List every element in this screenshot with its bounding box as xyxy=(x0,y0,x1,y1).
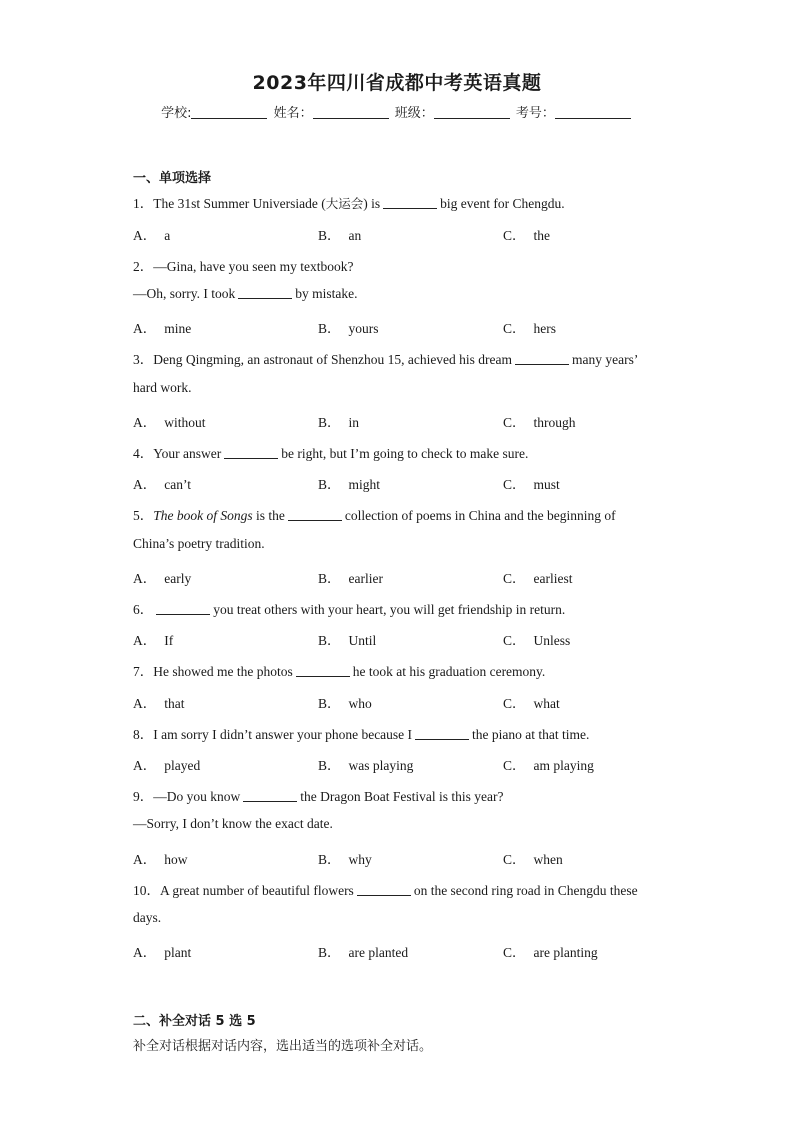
question-9-line-2: —Sorry, I don’t know the exact date. xyxy=(133,816,333,831)
q1-option-b: B． an xyxy=(318,228,362,243)
question-10-line-2: days. xyxy=(133,910,162,925)
question-2-line-2: —Oh, sorry. I took by mistake. xyxy=(133,286,358,301)
q7-option-a: A． that xyxy=(133,696,185,711)
q3-option-c: C． through xyxy=(503,415,576,430)
section-2-instructions: 补全对话根据对话内容，选出适当的选项补全对话。 xyxy=(133,1039,433,1054)
student-info-line xyxy=(0,102,794,121)
q6-option-c: C． Unless xyxy=(503,633,571,648)
q3-option-b: B． in xyxy=(318,415,360,430)
q8-option-c: C． am playing xyxy=(503,758,594,773)
q10-option-b: B． are planted xyxy=(318,945,409,960)
q2-option-b: B． yours xyxy=(318,321,379,336)
answer-blank xyxy=(238,286,292,299)
q10-option-c: C． are planting xyxy=(503,945,598,960)
q4-option-a: A． can’t xyxy=(133,477,191,492)
q8-option-a: A． played xyxy=(133,758,201,773)
q7-option-c: C． what xyxy=(503,696,560,711)
q5-option-c: C． earliest xyxy=(503,571,573,586)
question-8: 8．I am sorry I didn’t answer your phone because I the piano at that time. xyxy=(133,727,590,742)
class-label: 班级： xyxy=(394,106,434,121)
exam-no-label: 考号： xyxy=(515,106,555,121)
q1-option-a: A． a xyxy=(133,228,171,243)
question-3: 3．Deng Qingming, an astronaut of Shenzhou 15, achieved his dream many years’ xyxy=(133,352,639,367)
q5-option-a: A． early xyxy=(133,571,192,586)
q9-option-a: A． how xyxy=(133,852,188,867)
q8-option-b: B． was playing xyxy=(318,758,414,773)
school-blank xyxy=(191,105,267,119)
question-9: 9．—Do you know the Dragon Boat Festival is this year? xyxy=(133,789,504,804)
answer-blank xyxy=(515,352,569,365)
q5-option-b: B． earlier xyxy=(318,571,383,586)
exam-no-blank xyxy=(555,105,631,119)
question-7: 7．He showed me the photos he took at his graduation ceremony. xyxy=(133,664,546,679)
answer-blank xyxy=(288,508,342,521)
page-title: 2023年四川省成都中考英语真题 xyxy=(252,72,542,94)
q4-option-c: C． must xyxy=(503,477,560,492)
section-title-2: 二、补全对话 5 选 5 xyxy=(133,1014,256,1029)
section-title-1: 一、单项选择 xyxy=(133,171,212,186)
question-10: 10．A great number of beautiful flowers on the second ring road in Chengdu these xyxy=(133,883,638,898)
q9-option-c: C． when xyxy=(503,852,563,867)
answer-blank xyxy=(243,789,297,802)
q6-option-b: B． Until xyxy=(318,633,377,648)
question-5: 5．The book of Songs is the collection of poems in China and the beginning of xyxy=(133,508,616,523)
answer-blank xyxy=(415,727,469,740)
q7-option-b: B． who xyxy=(318,696,372,711)
question-6: 6． you treat others with your heart, you will get friendship in return. xyxy=(133,602,566,617)
q2-option-a: A． mine xyxy=(133,321,192,336)
q10-option-a: A． plant xyxy=(133,945,192,960)
q3-option-a: A． without xyxy=(133,415,206,430)
answer-blank xyxy=(296,664,350,677)
q6-option-a: A． If xyxy=(133,633,174,648)
question-1: 1．The 31st Summer Universiade (大运会) is big event for Chengdu. xyxy=(133,196,565,211)
question-2: 2．—Gina, have you seen my textbook? xyxy=(133,259,354,274)
school-label: 学校: xyxy=(161,106,192,121)
name-label: 姓名： xyxy=(273,106,313,121)
question-5-line-2: China’s poetry tradition. xyxy=(133,536,265,551)
answer-blank xyxy=(357,883,411,896)
q1-option-c: C． the xyxy=(503,228,551,243)
q9-option-b: B． why xyxy=(318,852,372,867)
question-3-line-2: hard work. xyxy=(133,380,192,395)
class-blank xyxy=(434,105,510,119)
answer-blank xyxy=(224,446,278,459)
question-4: 4．Your answer be right, but I’m going to check to make sure. xyxy=(133,446,529,461)
answer-blank xyxy=(383,196,437,209)
q4-option-b: B． might xyxy=(318,477,381,492)
name-blank xyxy=(313,105,389,119)
q2-option-c: C． hers xyxy=(503,321,557,336)
answer-blank xyxy=(156,602,210,615)
